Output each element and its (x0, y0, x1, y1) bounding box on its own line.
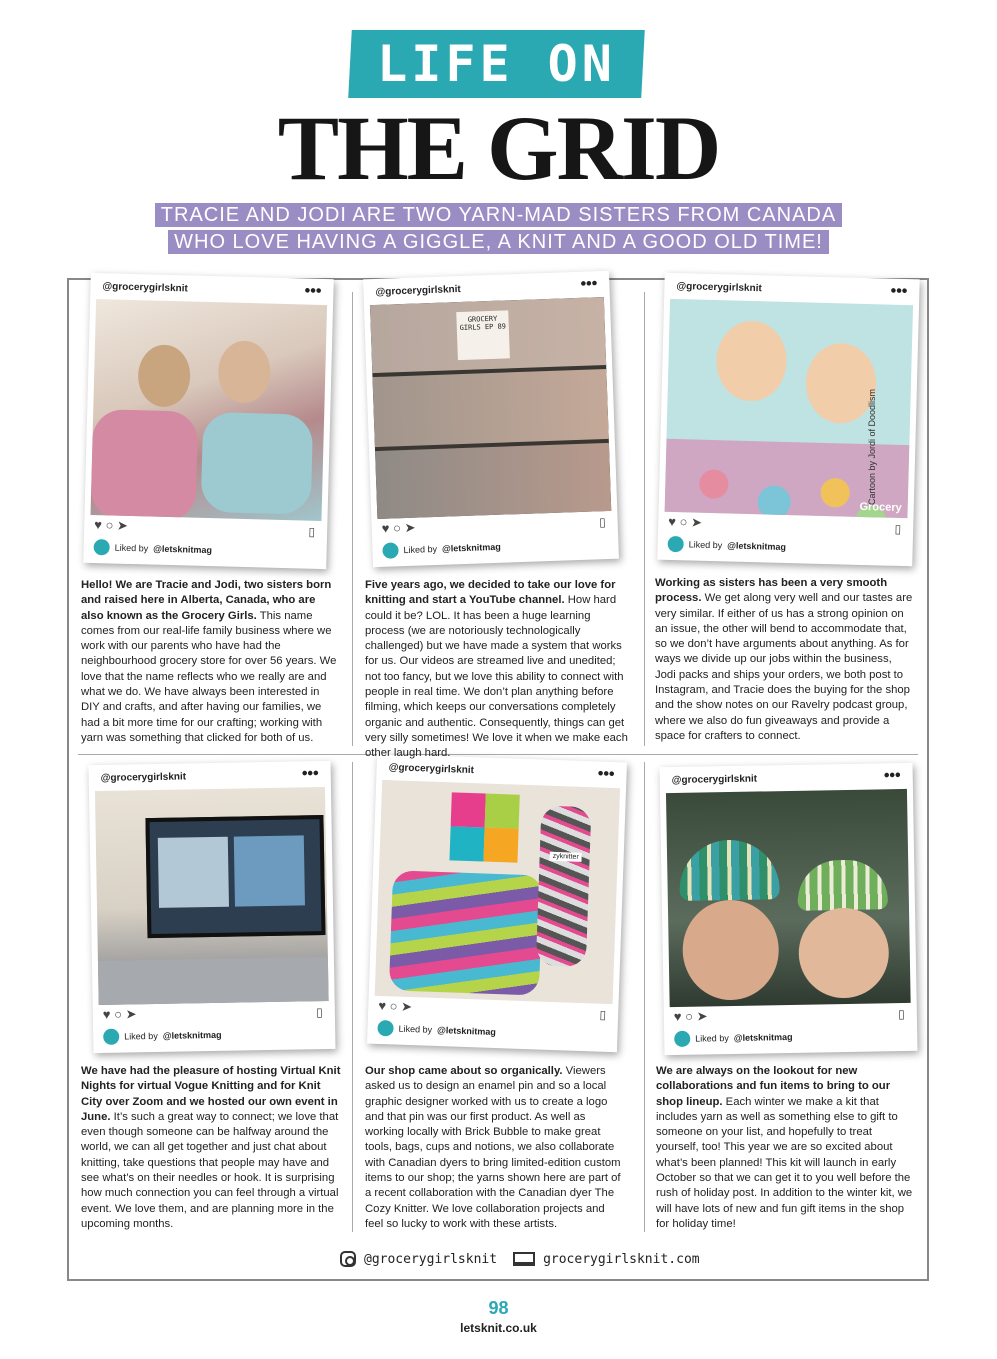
letsknit-logo (674, 1031, 690, 1047)
instagram-icon (340, 1251, 356, 1267)
text-block-6: We are always on the lookout for new collaborations and fun items to bring to our shop lineup. Each winter we make a kit that includes yarn as well as something else to gift to someone on your list, and hopefully to treat yourself, too! This year we are so excited about what’s been planned! This kit will launch in early October so that we can get it to you well before the rush of holiday post. In addition to the winter kit, we will have lots of new and fun gift items in the shop for holiday time! (656, 1065, 913, 1230)
instagram-post-4 (89, 761, 336, 1053)
column-divider (644, 762, 645, 1232)
more-icon[interactable]: ••• (304, 282, 322, 300)
bookmark-icon[interactable]: ▯ (598, 515, 606, 530)
post-action-icons[interactable]: ♥ ○ ➤ (102, 1006, 137, 1022)
liked-by-label: Liked by (124, 1030, 158, 1042)
text-block-3: Working as sisters has been a very smooth process. We get along very well and our tastes are very similar. If either of us has a strong opinion on an issue, the other will bend to accommodate that, so we don’t have arguments about anything. As for ways we divide up our jobs within the business, Jodi packs and ships your orders, we both post to Instagram, and Tracie does the buying for the shop and the show notes on our Ravelry podcast group, where we also do fun giveaways and provide a space for crafters to connect. (655, 577, 913, 742)
liked-by-label: Liked by (695, 1033, 729, 1044)
text-block-4: We have had the pleasure of hosting Virtual Knit Nights for virtual Vogue Knitting and for Knit City over Zoom and we hosted our own event in June. It’s such a great way to connect; we love that even though someone can be halfway around the world, we can all get together and just chat about knitting, take questions that people may have and see what’s on their needles or hook. It is surprising how much connection you can feel through a virtual event. We love them, and are planning more in the upcoming months. (81, 1065, 341, 1230)
website-link[interactable]: grocerygirlsknit.com (543, 1251, 700, 1267)
instagram-post-5 (367, 754, 627, 1053)
letsknit-logo (377, 1020, 394, 1037)
bookmark-icon[interactable]: ▯ (599, 1007, 607, 1022)
instagram-post-3 (657, 273, 919, 567)
photo-socks-and-yarn (375, 780, 620, 1004)
bookmark-icon[interactable]: ▯ (316, 1005, 323, 1020)
bookmark-icon[interactable]: ▯ (894, 521, 902, 536)
liked-by-label: Liked by (403, 543, 438, 556)
instagram-handle[interactable]: @grocerygirlsknit (364, 1251, 498, 1267)
liked-by-user: @letsknitmag (153, 543, 213, 556)
bookmark-icon[interactable]: ▯ (308, 524, 316, 539)
subtitle-line-1: TRACIE AND JODI ARE TWO YARN-MAD SISTERS FROM CANADA (155, 203, 842, 227)
instagram-post-6 (660, 763, 918, 1055)
photo-credit: Cartoon by Jordi of Doodlism (867, 388, 877, 505)
more-icon[interactable]: ••• (580, 275, 598, 293)
photo-laptop-zoom (95, 787, 329, 1005)
post-handle: @grocerygirlsknit (676, 281, 762, 295)
post-action-icons[interactable]: ♥ ○ ➤ (381, 519, 416, 536)
post-handle: @grocerygirlsknit (375, 283, 461, 298)
footer-social (340, 1251, 700, 1267)
liked-by-user: @letsknitmag (162, 1029, 222, 1041)
site-url: letsknit.co.uk (460, 1321, 537, 1335)
sign-board: GROCERY GIRLS EP 89 (456, 310, 510, 360)
post-action-icons[interactable]: ♥ ○ ➤ (668, 513, 703, 530)
text-block-5: Our shop came about so organically. Viewers asked us to design an enamel pin and so a local graphic designer worked with us to create a logo and that pin was our first product. As well as working locally with Brick Bubble to make great tools, bags, cups and notions, we also collaborate with Canadian dyers to bring limited-edition custom items to our shop; the yarns shown here are part of a recent collaboration with the Canadian dyer The Cozy Knitter. We love collaboration projects and feel so lucky to work with these artists. (365, 1065, 621, 1230)
post-action-icons[interactable]: ♥ ○ ➤ (378, 997, 413, 1015)
post-handle: @grocerygirlsknit (671, 773, 758, 787)
laptop-icon (513, 1252, 535, 1266)
title-top: LIFE ON (377, 35, 616, 93)
liked-by-user: @letsknitmag (727, 540, 787, 552)
photo-watermark: Grocery (859, 500, 902, 514)
post-handle: @grocerygirlsknit (102, 281, 188, 295)
text-block-1: Hello! We are Tracie and Jodi, two sisters born and raised here in Alberta, Canada, who are also known as the Grocery Girls. This name comes from our real-life family business where we work with our parents who have had the neighbourhood grocery store for over 56 years. We love that the name reflects who we really are and what we do. We have always been interested in DIY and crafts, and after having our families, we had a bit more time for our crafting; working with yarn was something that clicked for both of us. (81, 579, 337, 744)
liked-by-label: Liked by (398, 1023, 433, 1035)
liked-by-label: Liked by (114, 542, 149, 554)
post-handle: @grocerygirlsknit (100, 771, 187, 784)
column-divider (644, 292, 645, 746)
liked-by-user: @letsknitmag (436, 1024, 496, 1038)
liked-by-user: @letsknitmag (441, 541, 501, 554)
letsknit-logo (382, 542, 399, 559)
liked-by-user: @letsknitmag (733, 1031, 793, 1043)
page-title: THE GRID (277, 97, 720, 199)
yarn-label: zyknitter (550, 852, 582, 862)
letsknit-logo (667, 536, 683, 552)
post-action-icons[interactable]: ♥ ○ ➤ (94, 517, 129, 533)
instagram-post-2 (363, 271, 619, 567)
page-number: 98 (488, 1298, 509, 1318)
instagram-post-1 (83, 273, 334, 569)
more-icon[interactable]: ••• (883, 767, 901, 785)
post-handle: @grocerygirlsknit (388, 762, 475, 777)
more-icon[interactable]: ••• (890, 282, 908, 301)
column-divider (352, 762, 353, 1232)
liked-by-label: Liked by (688, 539, 723, 551)
text-block-2: Five years ago, we decided to take our love for knitting and start a YouTube channel. How hard could it be? LOL. It has been a huge learning process (we are notoriously technologically challenged) but we have made a system that works for us. Our videos are streamed live and unedited; not too fancy, but we love this ability to connect with people in real time. We don’t plan anything before filming, which keeps our conversations completely organic and authentic. Consequently, things can get very silly sometimes! We love it when we make each other laugh hard. (365, 579, 628, 760)
letsknit-logo (103, 1029, 119, 1045)
column-divider (352, 292, 353, 746)
photo-sisters-in-hats (666, 789, 911, 1007)
subtitle-line-2: WHO LOVE HAVING A GIGGLE, A KNIT AND A GOOD OLD TIME! (168, 230, 829, 254)
letsknit-logo (93, 539, 109, 555)
photo-sisters-with-yarn (91, 299, 328, 521)
more-icon[interactable]: ••• (597, 765, 615, 784)
photo-zoom-screens (370, 297, 611, 519)
post-action-icons[interactable]: ♥ ○ ➤ (673, 1008, 708, 1025)
bookmark-icon[interactable]: ▯ (898, 1006, 905, 1022)
more-icon[interactable]: ••• (301, 765, 319, 783)
